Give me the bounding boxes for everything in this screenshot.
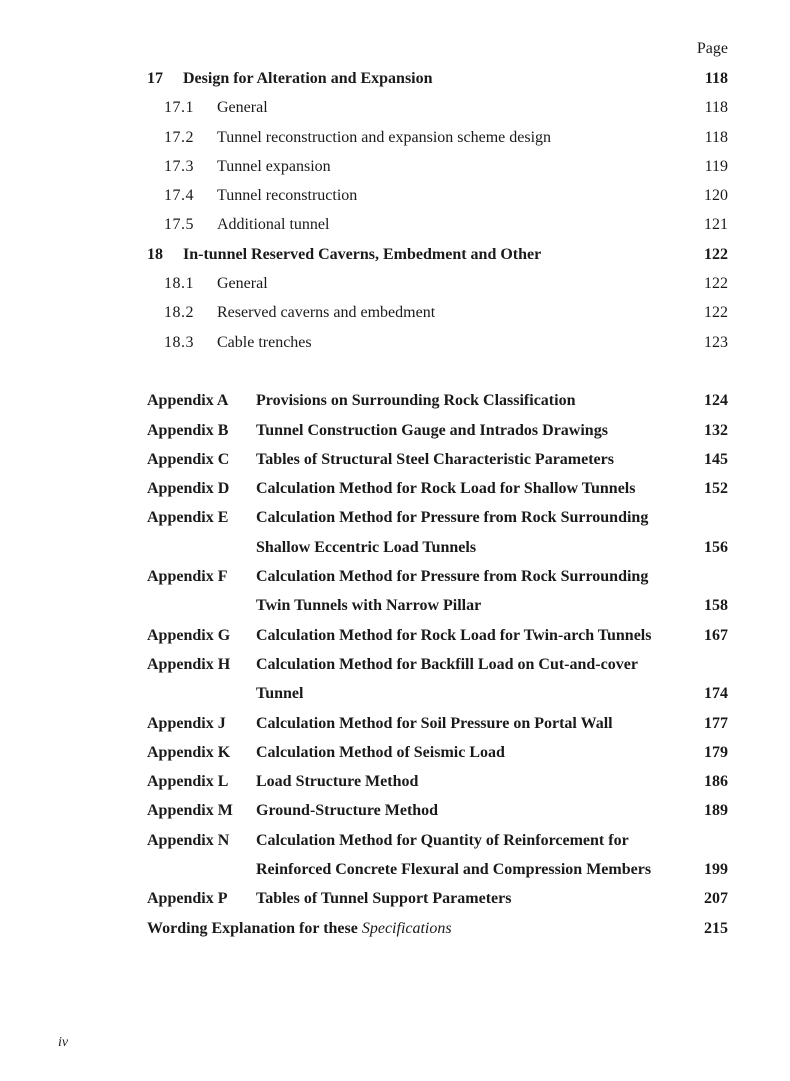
section-number: 17.5 [164,216,194,234]
toc-section[interactable] [147,93,728,122]
appendix-title-continued: Reinforced Concrete Flexural and Compression Members [256,861,652,879]
page-number: 158 [704,597,728,615]
toc-appendix-n[interactable] [147,826,728,855]
toc-section[interactable] [147,298,728,327]
appendix-title: Calculation Method for Backfill Load on Cut-and-cover [256,655,638,673]
toc-appendix-j[interactable] [147,709,728,738]
toc-appendix-k[interactable] [147,738,728,767]
toc-appendix-h[interactable] [147,650,728,679]
toc-appendix-n-continued[interactable] [147,855,728,884]
appendix-title: Load Structure Method [256,773,419,791]
page-column-label: Page [696,40,728,57]
section-number: 18.1 [164,275,194,293]
toc-section[interactable] [147,210,728,239]
page-number: 186 [704,773,728,791]
section-number: 17.1 [164,99,194,117]
appendix-label: Appendix M [147,802,233,820]
spacer [147,357,728,386]
appendix-title: Provisions on Surrounding Rock Classification [256,392,576,410]
appendix-label: Appendix B [147,421,229,439]
appendix-label: Appendix F [147,568,228,586]
page-number: 215 [704,919,728,937]
section-number: 17.4 [164,187,194,205]
section-number: 17.2 [164,128,194,146]
chapter-number: 18 [147,245,163,263]
toc-appendix-b[interactable] [147,416,728,445]
appendix-label: Appendix J [147,714,226,732]
toc-chapter-18[interactable] [147,240,728,269]
appendix-title-continued: Twin Tunnels with Narrow Pillar [256,597,482,615]
section-number: 18.2 [164,304,194,322]
appendix-label: Appendix E [147,509,229,527]
toc-section[interactable] [147,152,728,181]
chapter-title: In-tunnel Reserved Caverns, Embedment and Other [183,245,542,263]
page-number: 132 [704,421,728,439]
page-number: 122 [704,304,728,322]
page-number: 124 [704,392,728,410]
page-number: 179 [704,743,728,761]
toc-chapter-17[interactable] [147,64,728,93]
page-number: 152 [704,480,728,498]
toc-appendix-g[interactable] [147,621,728,650]
page-number: 118 [704,128,728,146]
page-number: 119 [704,157,728,175]
toc-appendix-m[interactable] [147,796,728,825]
appendix-title-continued: Tunnel [256,685,304,703]
toc-section[interactable] [147,181,728,210]
appendix-title: Ground-Structure Method [256,802,439,820]
appendix-title: Calculation Method of Seismic Load [256,743,505,761]
toc-appendix-l[interactable] [147,767,728,796]
toc-appendix-a[interactable] [147,386,728,415]
appendix-title: Tunnel Construction Gauge and Intrados Drawings [256,421,608,439]
toc-appendix-f-continued[interactable] [147,591,728,620]
appendix-label: Appendix C [147,450,230,468]
appendix-label: Appendix P [147,890,228,908]
toc-section[interactable] [147,269,728,298]
toc-section[interactable] [147,328,728,357]
toc-section[interactable] [147,123,728,152]
section-title: Cable trenches [217,333,312,351]
appendix-title-continued: Shallow Eccentric Load Tunnels [256,538,477,556]
page-number: 118 [704,70,728,87]
section-title: Tunnel reconstruction and expansion scheme design [217,128,552,146]
wording-title: Wording Explanation for these [147,919,362,937]
toc-appendix-c[interactable] [147,445,728,474]
appendix-label: Appendix D [147,480,230,498]
page-number: 122 [704,245,728,263]
appendix-title: Calculation Method for Rock Load for Shallow Tunnels [256,480,636,498]
footer-page-number: iv [58,1035,69,1050]
appendix-title: Tables of Tunnel Support Parameters [256,890,512,908]
section-number: 18.3 [164,333,194,351]
appendix-title: Calculation Method for Pressure from Rock Surrounding [256,509,649,527]
page-number: 174 [704,685,728,703]
page-number: 156 [704,538,728,556]
toc-appendix-d[interactable] [147,474,728,503]
appendix-title: Tables of Structural Steel Characteristic Parameters [256,450,614,468]
table-of-contents [147,64,728,943]
page-number: 167 [704,626,728,644]
section-title: Reserved caverns and embedment [217,304,436,322]
appendix-label: Appendix H [147,655,231,673]
chapter-title: Design for Alteration and Expansion [183,70,433,87]
appendix-label: Appendix K [147,743,231,761]
appendix-label: Appendix N [147,831,230,849]
page-number: 189 [704,802,728,820]
appendix-label: Appendix G [147,626,231,644]
appendix-label: Appendix L [147,773,229,791]
toc-appendix-h-continued[interactable] [147,679,728,708]
appendix-label: Appendix A [147,392,229,410]
toc-appendix-p[interactable] [147,884,728,913]
appendix-title: Calculation Method for Quantity of Reinforcement for [256,831,629,849]
page-number: 122 [704,275,728,293]
toc-appendix-e-continued[interactable] [147,533,728,562]
wording-title-italic: Specifications [361,919,452,937]
section-title: General [217,99,268,117]
appendix-title: Calculation Method for Soil Pressure on Portal Wall [256,714,613,732]
section-number: 17.3 [164,157,194,175]
toc-appendix-e[interactable] [147,503,728,532]
page-number: 177 [704,714,728,732]
section-title: Tunnel reconstruction [217,187,358,205]
section-title: Tunnel expansion [217,157,331,175]
page-number: 207 [704,890,728,908]
section-title: General [217,275,268,293]
page-number: 118 [704,99,728,117]
chapter-number: 17 [147,70,163,87]
toc-appendix-f[interactable] [147,562,728,591]
page-number: 121 [704,216,728,234]
page-number: 145 [704,450,728,468]
appendix-title: Calculation Method for Rock Load for Twin-arch Tunnels [256,626,652,644]
toc-wording-explanation[interactable] [147,914,728,943]
page-number: 199 [704,861,728,879]
page-number: 120 [704,187,728,205]
page-number: 123 [704,333,728,351]
section-title: Additional tunnel [217,216,330,234]
appendix-title: Calculation Method for Pressure from Rock Surrounding [256,568,649,586]
